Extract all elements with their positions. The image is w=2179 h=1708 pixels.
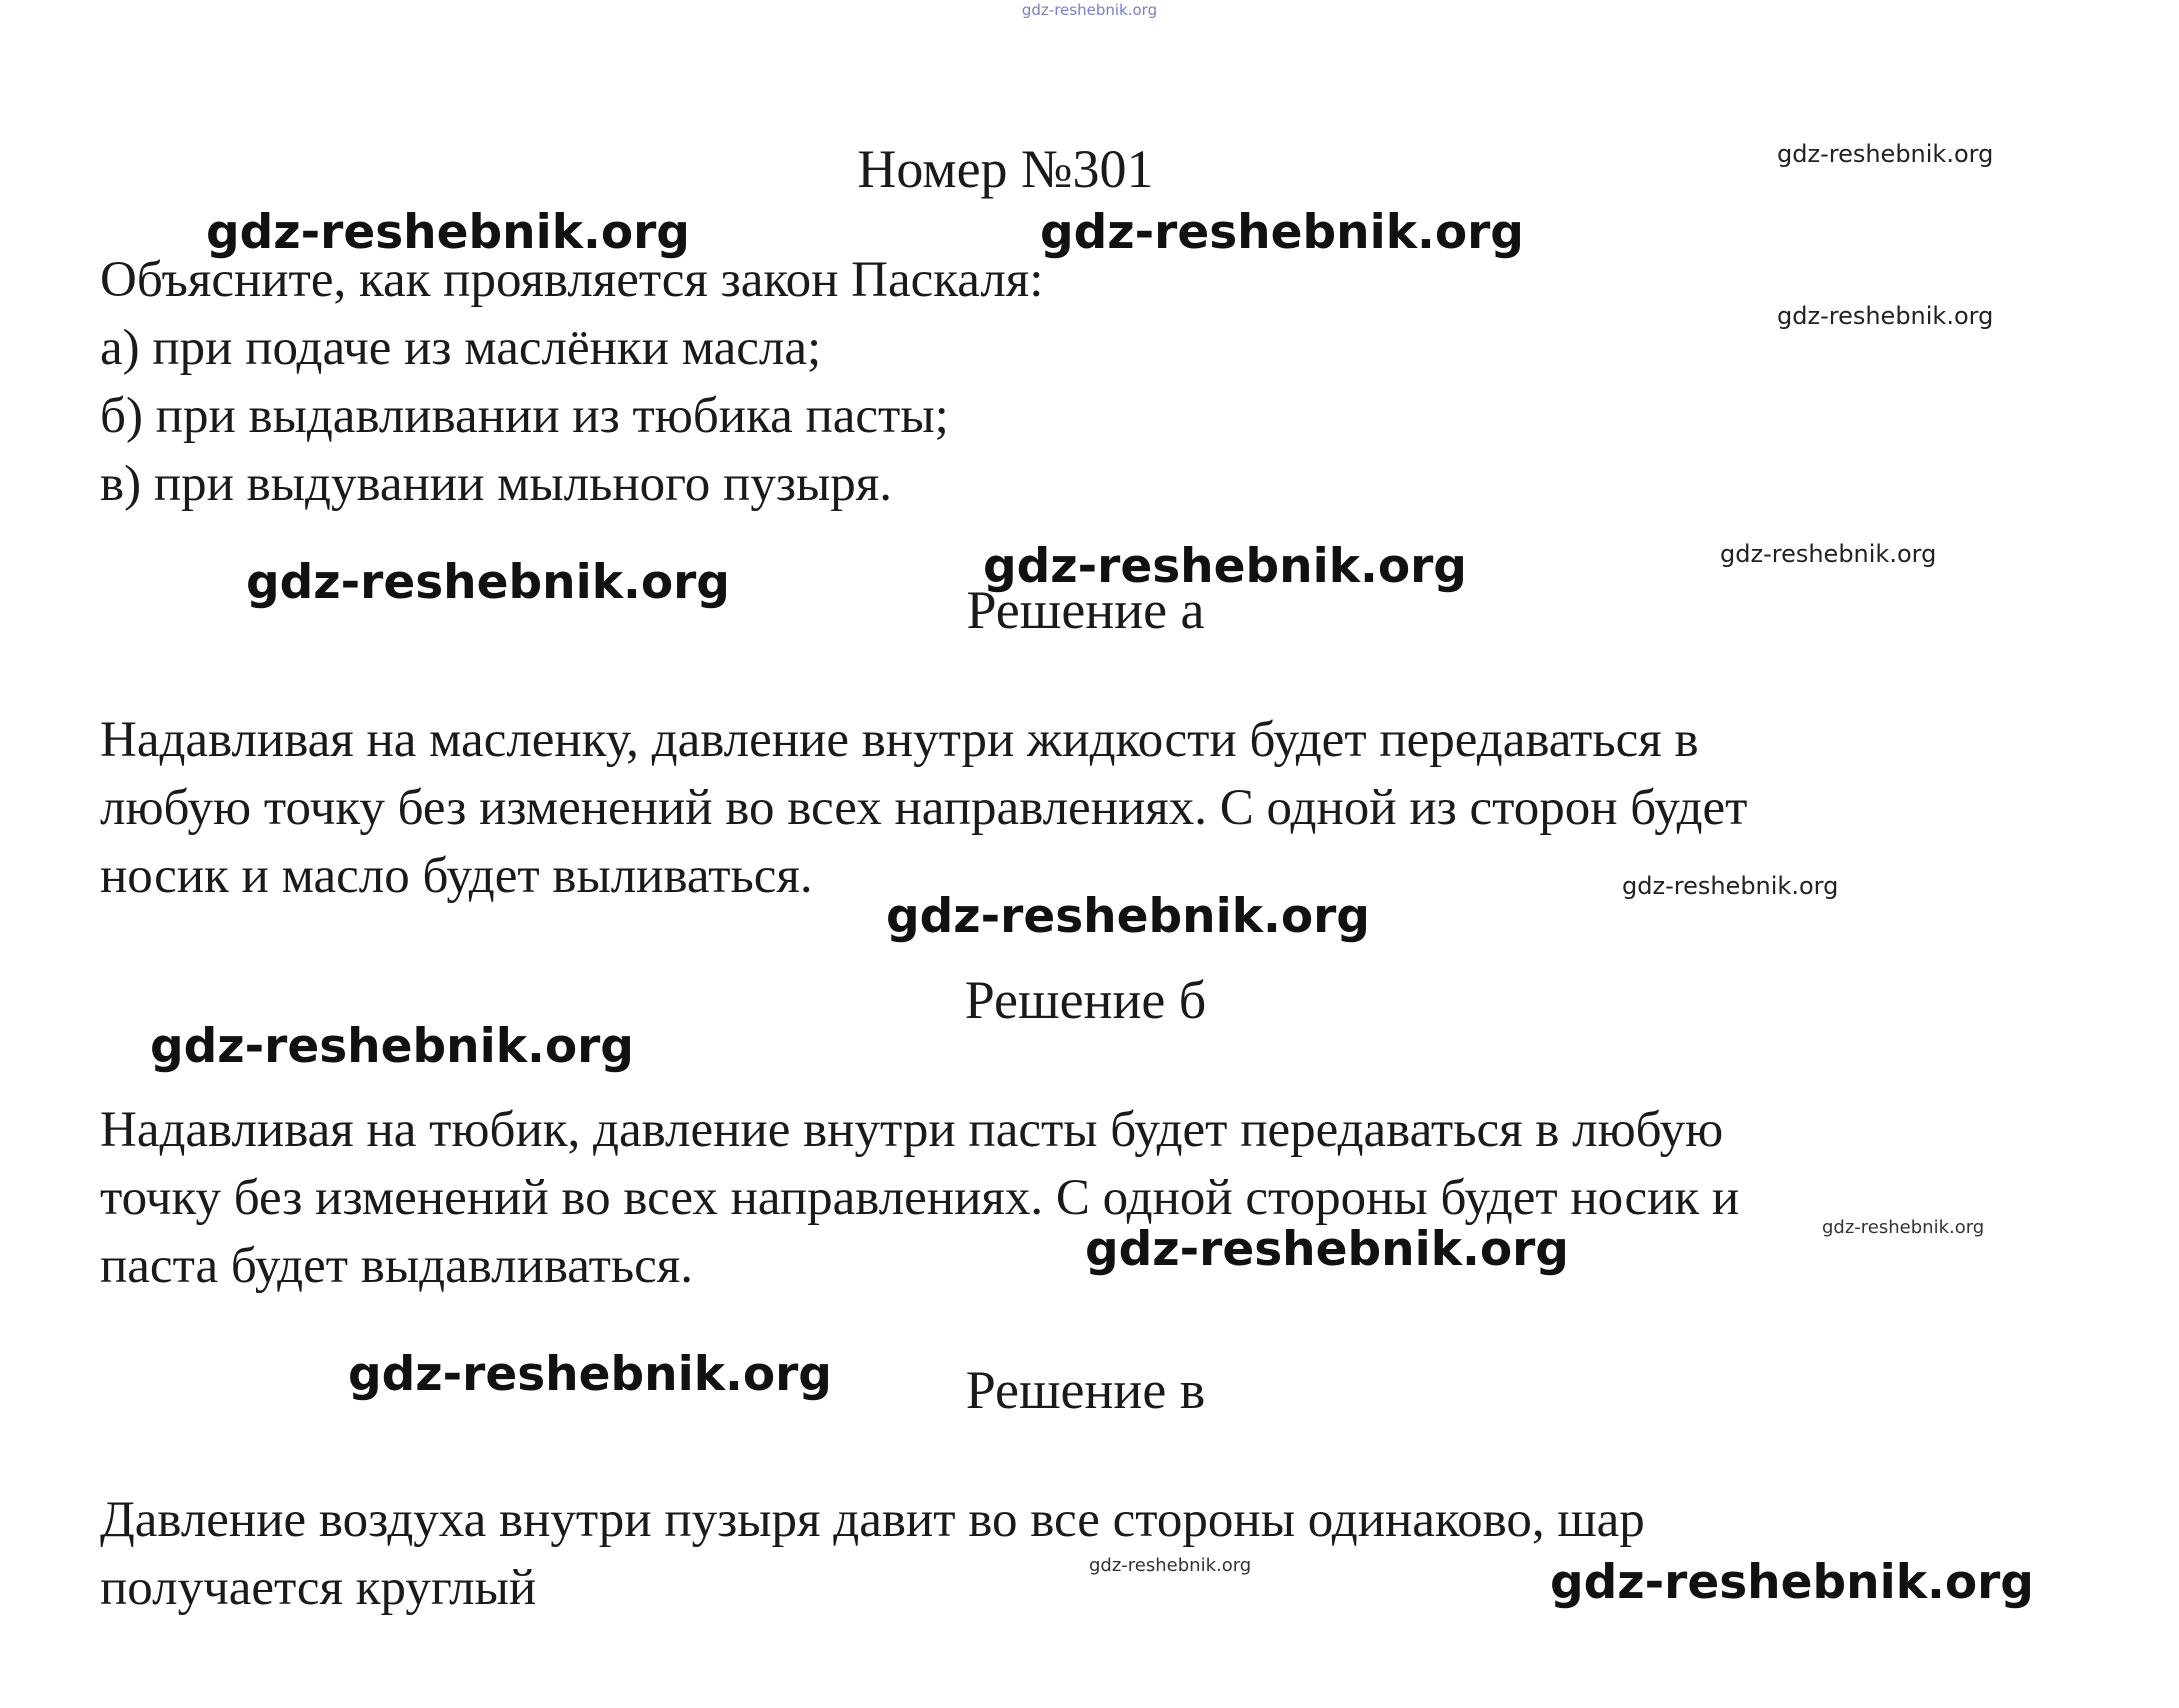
solution-c-heading bbox=[0, 1360, 2179, 1420]
watermark: gdz-reshebnik.org bbox=[1822, 1217, 1985, 1238]
top-watermark: gdz-reshebnik.org bbox=[1021, 1, 1158, 19]
watermark: gdz-reshebnik.org bbox=[348, 1347, 832, 1402]
watermark: gdz-reshebnik.org bbox=[983, 539, 1467, 594]
solution-line: получается круглый bbox=[100, 1560, 537, 1616]
watermark: gdz-reshebnik.org bbox=[886, 889, 1370, 944]
watermark: gdz-reshebnik.org bbox=[1550, 1555, 2034, 1610]
task-text bbox=[100, 246, 2100, 518]
page-title-text: Номер №301 bbox=[857, 139, 1154, 199]
solution-line: Надавливая на тюбик, давление внутри пасты будет передаваться в любую bbox=[100, 1102, 1724, 1158]
task-line: б) при выдавливании из тюбика пасты; bbox=[100, 388, 949, 444]
watermark: gdz-reshebnik.org bbox=[1622, 872, 1839, 900]
watermark: gdz-reshebnik.org bbox=[1085, 1222, 1569, 1277]
solution-line: любую точку без изменений во всех направлениях. С одной из сторон будет bbox=[100, 780, 1748, 836]
solution-line: Давление воздуха внутри пузыря давит во все стороны одинаково, шар bbox=[100, 1492, 1645, 1548]
solution-b-heading-text: Решение б bbox=[964, 970, 1207, 1030]
watermark: gdz-reshebnik.org bbox=[1720, 540, 1937, 568]
watermark: gdz-reshebnik.org bbox=[1040, 205, 1524, 260]
watermark: gdz-reshebnik.org bbox=[150, 1019, 634, 1074]
solution-line: носик и масло будет выливаться. bbox=[100, 848, 813, 904]
watermark: gdz-reshebnik.org bbox=[1777, 302, 1994, 330]
watermark: gdz-reshebnik.org bbox=[1777, 140, 1994, 168]
solution-line: точку без изменений во всех направлениях. С одной стороны будет носик и bbox=[100, 1170, 1740, 1226]
watermark: gdz-reshebnik.org bbox=[1089, 1555, 1252, 1576]
solution-a-heading-text: Решение а bbox=[966, 580, 1205, 640]
solution-line: Надавливая на масленку, давление внутри жидкости будет передаваться в bbox=[100, 712, 1699, 768]
task-line: а) при подаче из маслёнки масла; bbox=[100, 320, 822, 376]
task-line: Объясните, как проявляется закон Паскаля: bbox=[100, 252, 1044, 308]
watermark: gdz-reshebnik.org bbox=[246, 555, 730, 610]
solution-c-heading-text: Решение в bbox=[965, 1360, 1206, 1420]
task-line: в) при выдувании мыльного пузыря. bbox=[100, 456, 892, 512]
watermark: gdz-reshebnik.org bbox=[206, 205, 690, 260]
solution-line: паста будет выдавливаться. bbox=[100, 1238, 693, 1294]
